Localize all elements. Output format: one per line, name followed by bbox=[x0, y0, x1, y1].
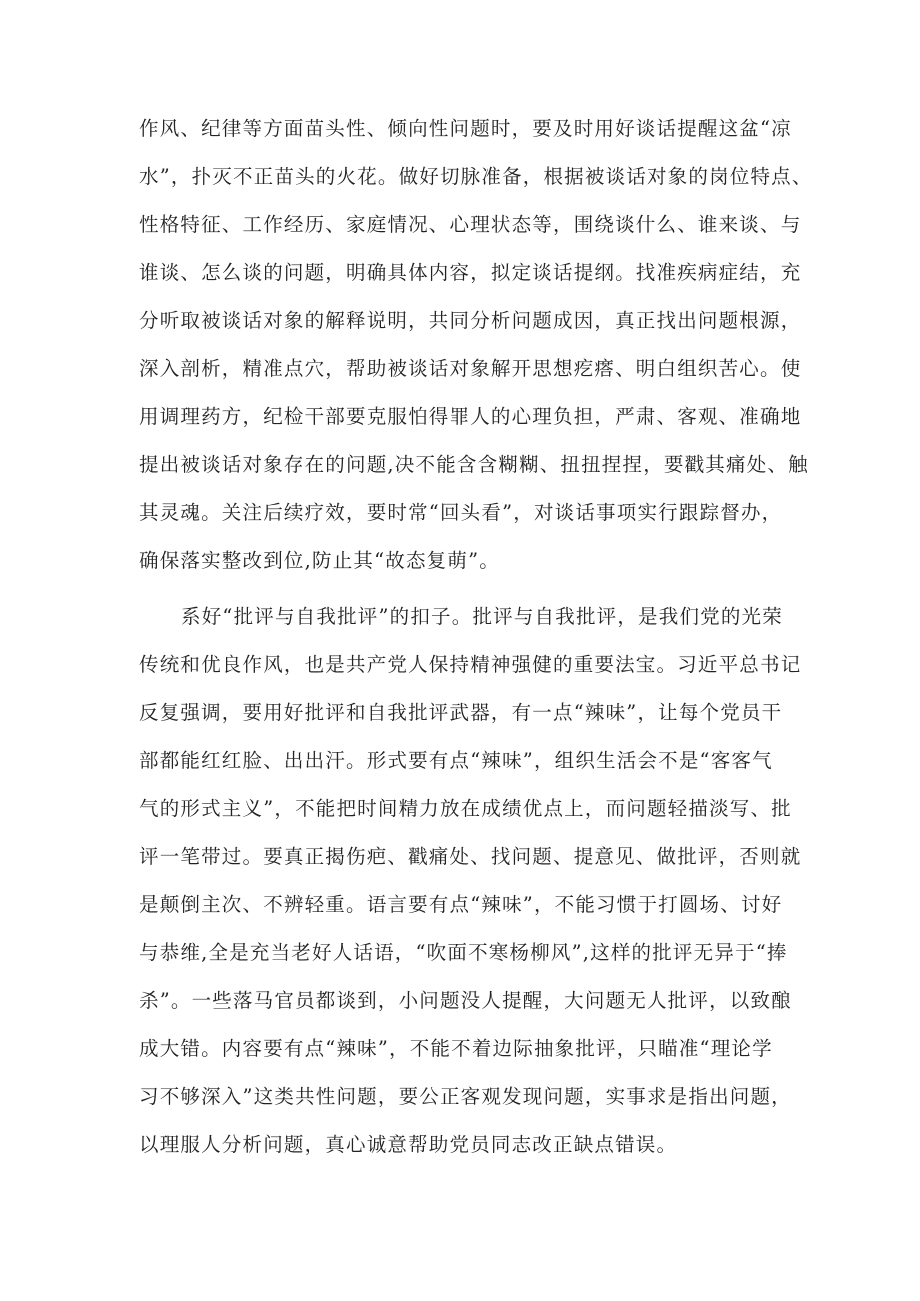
paragraph-1-line: 作风、纪律等方面苗头性、倾向性问题时，要及时用好谈话提醒这盆“凉 bbox=[139, 117, 792, 140]
paragraph-2-line: 与恭维,全是充当老好人话语，“吹面不寒杨柳风”,这样的批评无异于“捧 bbox=[139, 941, 788, 964]
paragraph-1-line: 用调理药方，纪检干部要克服怕得罪人的心理负担，严肃、客观、准确地 bbox=[139, 405, 802, 428]
paragraph-1-line: 分听取被谈话对象的解释说明，共同分析问题成因，真正找出问题根源， bbox=[139, 309, 802, 332]
paragraph-1-line: 深入剖析，精准点穴，帮助被谈话对象解开思想疙瘩、明白组织苦心。使 bbox=[139, 357, 802, 380]
paragraph-1-line: 谁谈、怎么谈的问题，明确具体内容，拟定谈话提纲。找准疾病症结，充 bbox=[139, 261, 802, 284]
paragraph-2-line: 系好“批评与自我批评”的扣子。批评与自我批评，是我们党的光荣 bbox=[181, 605, 783, 628]
paragraph-1-line: 确保落实整改到位,防止其“故态复萌”。 bbox=[139, 549, 500, 572]
paragraph-1-line: 性格特征、工作经历、家庭情况、心理状态等，围绕谈什么、谁来谈、与 bbox=[139, 213, 802, 236]
paragraph-2-line: 传统和优良作风，也是共产党人保持精神强健的重要法宝。习近平总书记 bbox=[139, 653, 802, 676]
paragraph-2-line: 以理服人分析问题，真心诚意帮助党员同志改正缺点错误。 bbox=[139, 1133, 678, 1156]
paragraph-2-line: 是颠倒主次、不辨轻重。语言要有点“辣味”，不能习惯于打圆场、讨好 bbox=[139, 893, 783, 916]
paragraph-2-line: 习不够深入”这类共性问题，要公正客观发现问题，实事求是指出问题， bbox=[139, 1085, 792, 1108]
paragraph-1-line: 提出被谈话对象存在的问题,决不能含含糊糊、扭扭捏捏，要戳其痛处、触 bbox=[139, 453, 809, 476]
paragraph-2-line: 气的形式主义”，不能把时间精力放在成绩优点上，而问题轻描淡写、批 bbox=[139, 797, 792, 820]
paragraph-2-line: 评一笔带过。要真正揭伤疤、戳痛处、找问题、提意见、做批评，否则就 bbox=[139, 845, 802, 868]
paragraph-2-line: 杀”。一些落马官员都谈到，小问题没人提醒，大问题无人批评，以致酿 bbox=[139, 989, 792, 1012]
paragraph-1-line: 其灵魂。关注后续疗效，要时常“回头看”，对谈话事项实行跟踪督办， bbox=[139, 501, 783, 524]
paragraph-2-line: 反复强调，要用好批评和自我批评武器，有一点“辣味”，让每个党员干 bbox=[139, 701, 783, 724]
paragraph-2-line: 成大错。内容要有点“辣味”，不能不着边际抽象批评，只瞄准“理论学 bbox=[139, 1037, 773, 1060]
paragraph-2-line: 部都能红红脸、出出汗。形式要有点“辣味”，组织生活会不是“客客气 bbox=[139, 749, 773, 772]
paragraph-1-line: 水”，扑灭不正苗头的火花。做好切脉准备，根据被谈话对象的岗位特点、 bbox=[139, 165, 813, 188]
